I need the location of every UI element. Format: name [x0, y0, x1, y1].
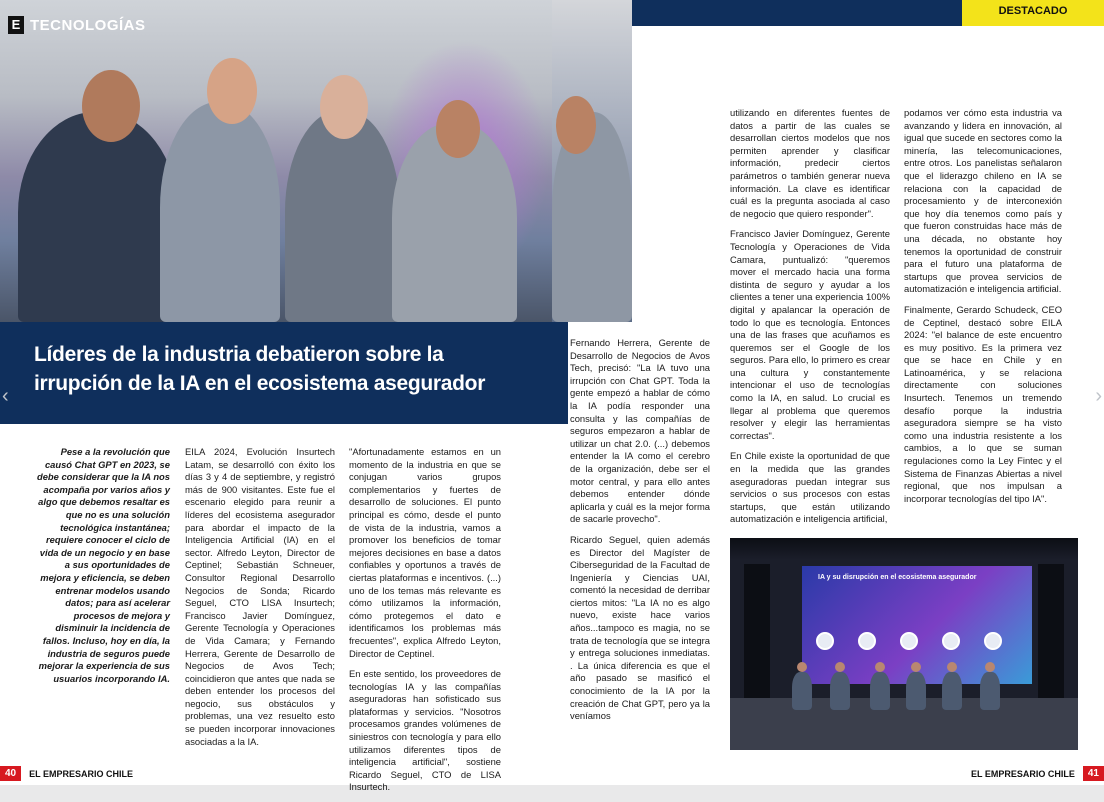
- screen-title: IA y su disrupción en el ecosistema asegurador: [818, 574, 977, 581]
- left-footer: [0, 766, 133, 781]
- stage-lights: [730, 538, 1078, 560]
- speaker-avatar: [816, 632, 834, 650]
- column-5: [730, 107, 890, 534]
- person-2: [160, 102, 280, 322]
- top-bar: [632, 0, 962, 26]
- intro-text: Pese a la revolución que causó Chat GPT en 2023, se debe considerar que la IA nos acompaña por varios años y algo que debemos resaltar es que no es una solución tecnológica instantánea; requiere conocer el ciclo de vida de un negocio y en base a sus oportunidades de mejora y eficiencia, se deben entrenar modelos usando datos; para así acelerar procesos de mejora y disminuir la incidencia de fallos. Incluso, hoy en día, la industria de seguros puede mejorar la experiencia de sus usuarios incorporando IA.: [36, 446, 170, 684]
- title-box: [0, 322, 552, 424]
- next-page-arrow[interactable]: ›: [1095, 385, 1102, 407]
- col6-paragraph: podamos ver cómo esta industria va avanzando y lidera en innovación, al igual que sucede en sectores como la minería, las telecomunicaciones, entre otros. Los panelistas señalaron que el liderazgo chileno en IA se relaciona con la capacidad de procesamiento y de interconexión que hoy día tenemos como país y que fueron construidas hace más de una década, no obstante hoy tenemos la oportunidad de construir para el futuro una plataforma de startups que provea servicios de automatización e inteligencia artificial.: [904, 107, 1062, 295]
- speaker-seated: [870, 672, 890, 710]
- section-letter: E: [8, 16, 24, 34]
- column-4: [570, 337, 710, 731]
- speaker-seated: [980, 672, 1000, 710]
- prev-page-arrow[interactable]: ‹: [2, 385, 9, 407]
- person-2-head: [207, 58, 257, 124]
- col4-paragraph: Fernando Herrera, Gerente de Desarrollo de Negocios de Avos Tech, precisó: "La IA tuvo una irrupción con Chat GPT. Toda la gente empezó a hablar de cómo la IA podía responder una consulta y las compañías de seguros empezaron a hablar de utilizar un chat 2.0. (...) debemos entender la IA como el cerebro de la organización, debe ser el motor central, y para ello antes debemos entender dónde aplicarla y cuál es la mejor forma de sacarle provecho".: [570, 337, 710, 525]
- event-stage-photo: [730, 538, 1078, 750]
- person-3: [285, 110, 400, 322]
- speaker-seated: [906, 672, 926, 710]
- person-1: [18, 112, 178, 322]
- title-box-tail: [552, 322, 568, 424]
- person-5-head: [556, 96, 596, 154]
- stage-side-right: [1038, 564, 1064, 704]
- speaker-seated: [830, 672, 850, 710]
- person-4-head: [436, 100, 480, 158]
- person-3-head: [320, 75, 368, 139]
- col6-paragraph: Finalmente, Gerardo Schudeck, CEO de Ceptinel, destacó sobre EILA 2024: "el balance de este encuentro es muy positivo. Es la primera vez que se hace en Chile y en Latinoamérica, y se relaciona directamente con soluciones Insurtech. Tenemos un tremendo desafío porque la industria aseguradora siempre se ha visto como una industria resistente a los cambios, a lo que se suman regulaciones como la Ley Fintec y el Sistema de Finanzas Abiertas a nivel regional, que nos impulsan a incorporar tecnologías del tipo IA".: [904, 303, 1062, 504]
- speaker-avatar: [900, 632, 918, 650]
- destacado-badge: DESTACADO: [962, 0, 1104, 26]
- left-page: [0, 0, 552, 793]
- col3-paragraph: "Afortunadamente estamos en un momento de la industria en que se conjugan varios grupos complementarios y fuertes de desarrollo de soluciones. El punto principal es cómo, desde el punto de vista de la industria, vamos a promover los beneficios de tomar mejores decisiones en base a datos confiables y oportunos a través de ciertas plataformas e incentivos. (...) uno de los temas más relevante es cómo utilizamos la información, cómo protegemos el dato e identificamos los problemas más frecuentes", explica Alfredo Leyton, Director de Ceptinel.: [349, 446, 501, 659]
- section-tag: [8, 16, 146, 34]
- magazine-name: EL EMPRESARIO CHILE: [971, 768, 1075, 779]
- speaker-avatar: [984, 632, 1002, 650]
- speaker-seated: [942, 672, 962, 710]
- column-2: [185, 446, 335, 748]
- col5-paragraph: Francisco Javier Domínguez, Gerente Tecnología y Operaciones de Vida Camara, puntualizó: "queremos mover el mercado hacia una forma distinta de seguro y ayudar a los clientes a tener una experiencia 100% digital y apalancar la operación de todo lo que es tecnología. Entonces una de las frases que acuñamos es queremos ser el Google de los seguros. Para ello, lo primero es crear una cultura y constantemente intencionar el uso de tecnologías como la IA, en salud. Lo crucial es llegar al problema que queremos resolver y elegir las herramientas correctas".: [730, 228, 890, 441]
- stage-floor: [730, 698, 1078, 750]
- col2-text: EILA 2024, Evolución Insurtech Latam, se desarrolló con éxito los días 3 y 4 de septiembre, y registró más de 900 visitantes. Este fue el escenario elegido para reunir a líderes del ecosistema asegurador para abordar el impacto de la Inteligencia Artificial (IA) en el sector. Alfredo Leyton, Director de Ceptinel; Sebastián Schneuer, Consultor Regional Desarrollo Negocios de Sonda; Ricardo Seguel, CTO LISA Insurtech; Francisco Javier Domínguez, Gerente Tecnología y Operaciones de Vida Camara; y Fernando Herrera, Gerente de Desarrollo de Negocios de Avos Tech; coincidieron que antes que nada se deben entender los procesos del negocio, sus obstáculos y problemas, una vez resuelto esto se pueden incorporar innovaciones asociadas a la IA.: [185, 446, 335, 747]
- person-1-head: [82, 70, 140, 142]
- column-6: [904, 107, 1062, 513]
- section-label: TECNOLOGÍAS: [30, 16, 146, 34]
- page-number: 41: [1083, 766, 1104, 781]
- article-title: Líderes de la industria debatieron sobre la irrupción de la IA en el ecosistema asegurador: [34, 343, 486, 395]
- right-footer: [971, 766, 1104, 781]
- col5-paragraph: En Chile existe la oportunidad de que en la medida que las grandes aseguradoras puedan integrar sus servicios o sus procesos con estas startups, que están utilizando automatización e inteligencia artificial,: [730, 450, 890, 525]
- speaker-seated: [792, 672, 812, 710]
- panelist-photo-continuation: [552, 0, 632, 322]
- col3-paragraph: En este sentido, los proveedores de tecnologías IA y las compañías aseguradoras han sofisticado sus plataformas y servicios. "Nosotros procesamos grandes volúmenes de siniestros con tecnología y para ello utilizamos diferentes tipos de inteligencia artificial", sostiene Ricardo Seguel, CTO de LISA Insurtech.: [349, 668, 501, 793]
- magazine-name: EL EMPRESARIO CHILE: [29, 768, 133, 779]
- stage-side-left: [744, 564, 770, 704]
- col4-paragraph: Ricardo Seguel, quien además es Director del Magíster de Ciberseguridad de la Facultad de Ingeniería y Ciencias UAI, comentó la necesidad de derribar ciertos mitos: "La IA no es algo nuevo, existe hace varios años...tampoco es magia, no se trata de tecnología que se integra y entrega soluciones inmediatas. . La única diferencia es que el año pasado se masificó el conocimiento de la IA por la creación de Chat GPT, pero ya la veníamos: [570, 533, 710, 722]
- right-page: [552, 0, 1104, 785]
- column-3: [349, 446, 501, 802]
- panelists-photo: [0, 0, 552, 322]
- speaker-avatar: [858, 632, 876, 650]
- speaker-avatar: [942, 632, 960, 650]
- intro-column: [32, 446, 170, 685]
- page-number: 40: [0, 766, 21, 781]
- col5-paragraph: utilizando en diferentes fuentes de datos a partir de las cuales se desarrollan ciertos modelos que nos permiten aprender y clasificar información, predecir ciertos parámetros o también generar nueva información. La clave es identificar cuál es la pregunta asociada al caso de negocio que quiero responder".: [730, 107, 890, 219]
